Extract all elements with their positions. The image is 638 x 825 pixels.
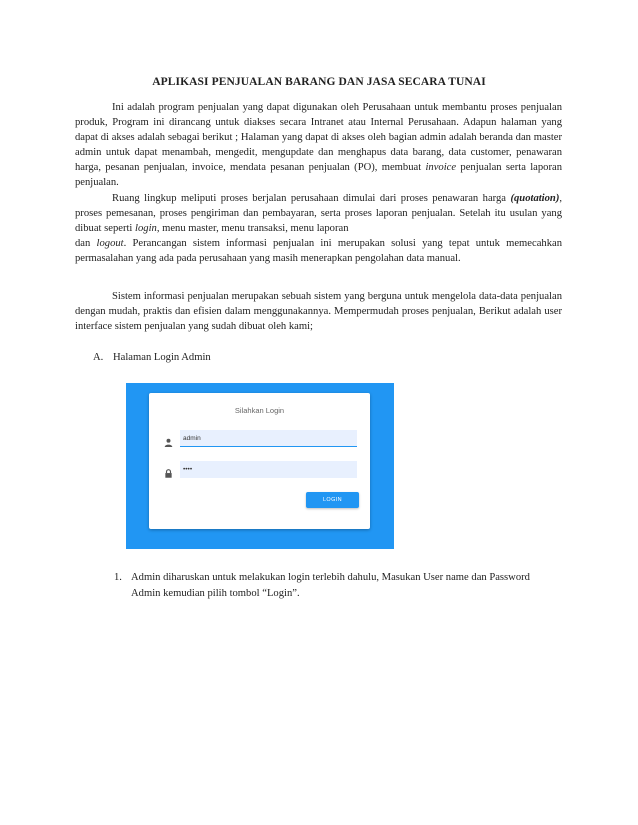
intro-text-end: penjualan serta laporan penjualan. — [75, 162, 562, 189]
scope-quotation: (quotation) — [510, 193, 560, 204]
step-number: 1. — [114, 572, 122, 583]
scope-logout: logout — [96, 238, 124, 250]
login-card-title: Silahkan Login — [234, 406, 285, 415]
person-icon — [164, 434, 173, 443]
paragraph-scope — [75, 191, 562, 266]
login-screenshot — [126, 383, 394, 549]
intro-text: Ini adalah program penjualan yang dapat digunakan oleh Perusahaan untuk membantu proses penjualan produk, Program ini dirancang untuk diakses secara Intranet atau Internal Perusahaan. Adapun halaman yang dapat di akses adalah sebagai berikut ; Halaman yang dapat di akses oleh bagian admin adalah beranda dan master admin untuk dapat menambah, mengedit, mengupdate dan menghapus data barang, data customer, penawaran harga, pesanan penjualan, invoice, mendata pesanan penjualan (PO), membuat — [75, 102, 562, 174]
lock-icon — [164, 465, 173, 474]
scope-text-d: dan — [75, 238, 91, 250]
step-text: Admin diharuskan untuk melakukan login terlebih dahulu, Masukan User name dan Password Admin kemudian pilih tombol “Login”. — [131, 572, 530, 599]
scope-login: login — [135, 223, 157, 235]
username-field[interactable]: admin — [180, 430, 357, 447]
scope-text-a: Ruang lingkup meliputi proses berjalan perusahaan dimulai dari proses penawaran harga — [112, 193, 506, 204]
paragraph-system — [75, 289, 562, 334]
paragraph-intro — [75, 100, 562, 191]
section-heading — [93, 352, 211, 363]
document-title: APLIKASI PENJUALAN BARANG DAN JASA SECARA TUNAI — [152, 76, 486, 88]
scope-text-c: , menu master, menu transaksi, menu laporan — [156, 223, 349, 235]
system-text: Sistem informasi penjualan merupakan sebuah sistem yang berguna untuk mengelola data-data penjualan dengan mudah, praktis dan efisien dalam menggunakannya. Mempermudah proses penjualan, Berikut adalah user interface sistem penjualan yang sudah dibuat oleh kami; — [75, 291, 562, 333]
scope-text-b: , proses pemesanan, proses pengiriman dan pembayaran, serta proses laporan penjualan. Setelah itu usulan yang dibuat seperti — [75, 193, 562, 235]
login-card — [149, 393, 370, 529]
intro-italic-invoice: invoice — [425, 162, 457, 174]
step-item — [114, 570, 554, 601]
password-field[interactable]: •••• — [180, 461, 357, 478]
section-number: A. — [93, 352, 104, 363]
scope-text-e: . Perancangan sistem informasi penjualan ini merupakan solusi yang tepat untuk memecahkan permasalahan yang ada pada perusahaan yang masih menerapkan pengolahan data manual. — [75, 238, 563, 265]
section-label: Halaman Login Admin — [113, 352, 211, 363]
login-button[interactable]: LOGIN — [306, 492, 359, 508]
